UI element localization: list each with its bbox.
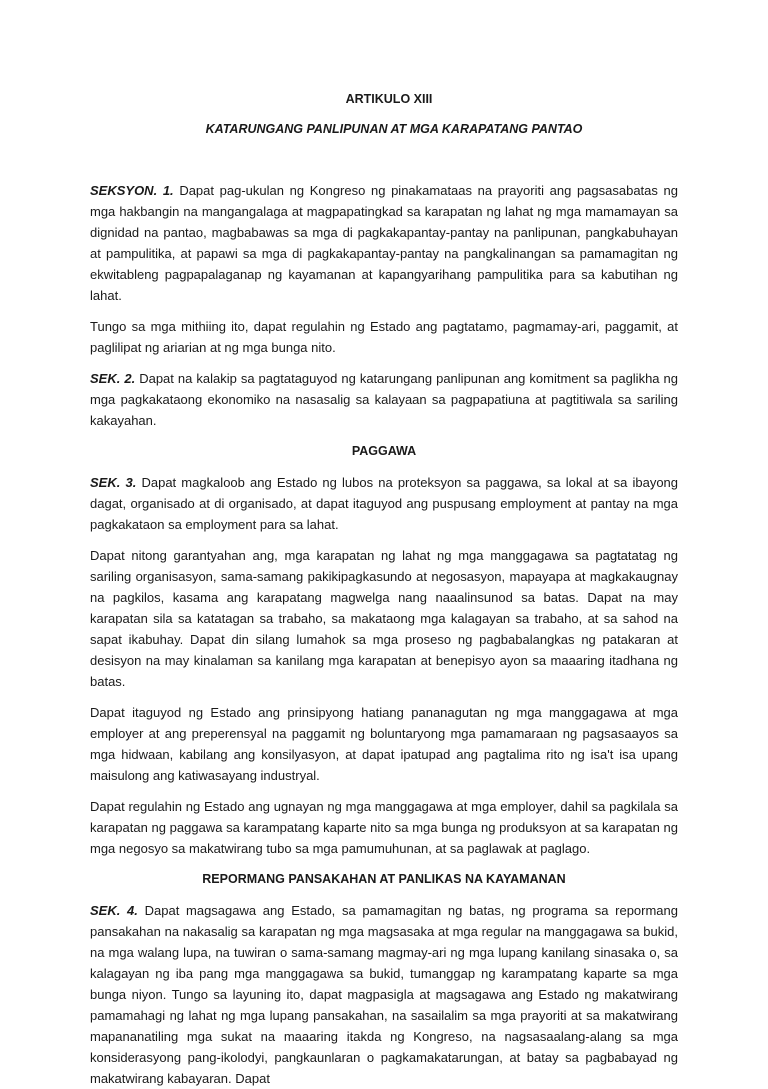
section-3-paragraph-3: Dapat itaguyod ng Estado ang prinsipyong hatiang pananagutan ng mga manggagawa at mga employer at ang preperensyal na paggamit ng boluntaryong mga pamamaraan ng pagsasaayos sa mga hidwaan, kabilang ang konsilyasyon, at dapat ipatupad ang pagtalima rito ng isa't isa upang maisulong ang katiwasayang industryal. xyxy=(90,705,678,783)
section-text: Dapat na kalakip sa pagtataguyod ng katarungang panlipunan ang komitment sa paglikha ng mga pagkakataong ekonomiko na nasasalig sa kalayaan sa pagpapatiuna at pagtitiwala sa sariling kakayahan. xyxy=(90,371,678,428)
section-1-paragraph-2: Tungo sa mga mithiing ito, dapat regulahin ng Estado ang pagtatamo, pagmamay-ari, paggamit, at paglilipat ng ariarian at ng mga bunga nito. xyxy=(90,319,678,355)
section-text: Dapat pag-ukulan ng Kongreso ng pinakamataas na prayoriti ang pagsasabatas ng mga hakbangin na mangangalaga at magpapatingkad sa karapatan ng lahat ng mga mamamayan sa dignidad na pantao, magbabawas sa mga di pagkakapantay-pantay na panlipunan, pangkabuhayan at pampulitika, at papawi sa mga di pagkakapantay-pantay na pangkalinangan sa pamamagitan ng ekwitableng pagpapalaganap ng kayamanan at kapangyarihang pampulitika para sa kabutihan ng lahat. xyxy=(90,183,678,303)
section-3-paragraph-4: Dapat regulahin ng Estado ang ugnayan ng mga manggagawa at mga employer, dahil sa pagkilala sa karapatan ng paggawa sa karampatang kaparte nito sa mga bunga ng produksyon at sa karapatan ng mga negosyo sa makatwirang tubo sa mga pamumuhunan, at sa paglawak at paglago. xyxy=(90,799,678,856)
section-3-paragraph xyxy=(90,472,678,535)
article-subtitle: KATARUNGANG PANLIPUNAN AT MGA KARAPATANG PANTAO xyxy=(205,122,583,136)
section-label: SEKSYON. 1. xyxy=(90,183,174,198)
section-1-paragraph xyxy=(90,180,678,306)
section-text: Dapat magsagawa ang Estado, sa pamamagitan ng batas, ng programa sa repormang pansakahan na nakasalig sa karapatan ng mga magsasaka at mga regular na manggagawa sa bukid, na mga walang lupa, na tuwiran o sama-samang magmay-ari ng mga lupang kanilang sinasaka o, sa kalagayan ng iba pang mga manggagawa sa bukid, tumanggap ng karampatang kaparte sa mga bunga niyon. Tungo sa layuning ito, dapat magpasigla at magsagawa ang Estado ng makatwirang pamamahagi ng lahat ng mga lupang pansakahan, na sasailalim sa mga prayoriti at sa makatwirang mapananatiling mga sukat na maaaring itakda ng Kongreso, na nagsasaalang-alang sa mga konsiderasyong pang-ikolodyi, pangkaunlaran o pagkamakatarungan, at batay sa pagbabayad ng makatwirang kabayaran. Dapat xyxy=(90,903,678,1086)
heading-reporma: REPORMANG PANSAKAHAN AT PANLIKAS NA KAYAMANAN xyxy=(202,872,566,886)
section-label: SEK. 3. xyxy=(90,475,137,490)
section-text: Dapat magkaloob ang Estado ng lubos na proteksyon sa paggawa, sa lokal at sa ibayong dagat, organisado at di organisado, at dapat itaguyod ang puspusang employment at pantay na mga pagkakataon sa employment para sa lahat. xyxy=(90,475,679,532)
section-3-paragraph-2: Dapat nitong garantyahan ang, mga karapatan ng lahat ng mga manggagawa sa pagtatatag ng sariling organisasyon, sama-samang pakikipagkasundo at negosasyon, mapayapa at magkakaugnay na pagkilos, kasama ang karapatang magwelga nang naaalinsunod sa batas. Dapat na may karapatan sila sa katatagan sa trabaho, sa makataong mga kalagayan sa trabaho, at sa sahod na sapat ikabuhay. Dapat din silang lumahok sa mga proseso ng pagbabalangkas ng patakaran at desisyon na may kinalaman sa kanilang mga karapatan at benepisyo ayon sa maaaring itadhana ng batas. xyxy=(90,548,678,689)
section-2-paragraph xyxy=(90,368,678,431)
heading-paggawa: PAGGAWA xyxy=(351,444,417,458)
section-4-paragraph xyxy=(90,900,678,1089)
article-title: ARTIKULO XIII xyxy=(345,92,433,106)
section-label: SEK. 2. xyxy=(90,371,136,386)
section-label: SEK. 4. xyxy=(90,903,138,918)
